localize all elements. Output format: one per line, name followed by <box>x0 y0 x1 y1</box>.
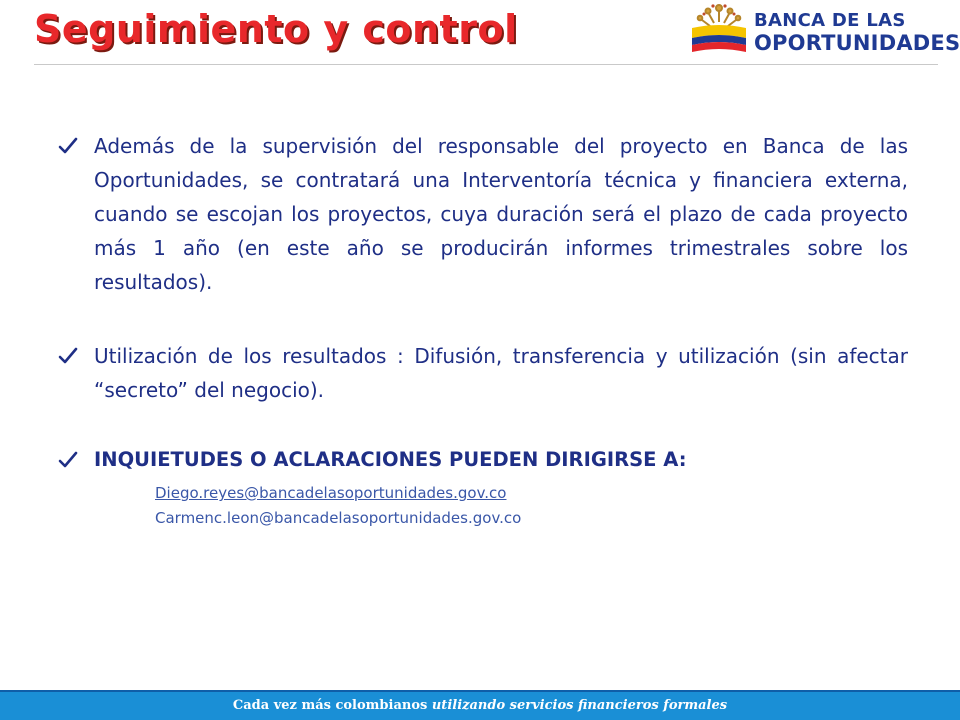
logo-line-1: BANCA DE LAS <box>754 10 906 31</box>
bullet-text: Además de la supervisión del responsable del proyecto en Banca de las Oportunidades, se contratará una Interventoría técnica y financiera externa, cuando se escojan los proyectos, cuya duración será el plazo de cada proyecto más 1 año (en este año se producirán informes trimestrales sobre los resultados). <box>94 134 908 294</box>
bullet-text: Utilización de los resultados : Difusión, transferencia y utilización (sin afectar “secreto” del negocio). <box>94 344 908 402</box>
slide-body <box>58 129 908 531</box>
checkmark-icon <box>58 137 78 155</box>
bullet-item-inquiries <box>58 443 908 477</box>
bullet-item-supervision <box>58 129 908 299</box>
footer-text-italic: utilizando servicios financieros formales <box>431 698 728 713</box>
colombia-flag-people-emblem-icon <box>688 2 750 58</box>
footer-bar <box>0 690 960 720</box>
bullet-item-results-usage <box>58 339 908 407</box>
banca-oportunidades-logo <box>688 2 960 60</box>
logo-line-2: OPORTUNIDADES <box>754 31 960 55</box>
checkmark-icon <box>58 347 78 365</box>
email-link-diego[interactable]: Diego.reyes@bancadelasoportunidades.gov.co <box>155 484 507 502</box>
bullet-text: INQUIETUDES O ACLARACIONES PUEDEN DIRIGIRSE A: <box>94 448 687 471</box>
logo-text <box>754 12 960 54</box>
title-divider <box>34 64 938 65</box>
footer-text-regular: Cada vez más colombianos <box>232 698 428 713</box>
email-text-carmen: Carmenc.leon@bancadelasoportunidades.gov.co <box>155 509 522 527</box>
contact-emails <box>58 481 908 531</box>
checkmark-icon <box>58 451 78 469</box>
slide-title: Seguimiento y control <box>34 7 518 51</box>
